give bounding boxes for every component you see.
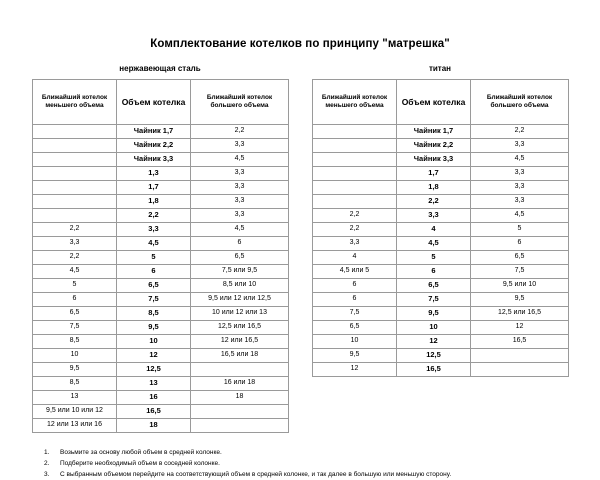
cell-larger-volume: 6,5 [191,251,289,265]
cell-volume: Чайник 3,3 [117,153,191,167]
cell-smaller-volume: 9,5 [313,349,397,363]
cell-smaller-volume: 2,2 [33,223,117,237]
cell-larger-volume [191,419,289,433]
cell-volume: 13 [117,377,191,391]
table-row [313,125,569,139]
column-header-volume: Объем котелка [397,80,471,125]
cell-smaller-volume [313,181,397,195]
column-header-smaller: Ближайший котелок меньшего объема [313,80,397,125]
cell-volume: 1,3 [117,167,191,181]
cell-larger-volume: 4,5 [191,223,289,237]
cell-larger-volume: 7,5 или 9,5 [191,265,289,279]
table-row [33,181,289,195]
cell-larger-volume [191,363,289,377]
table-row [313,209,569,223]
cell-larger-volume: 5 [471,223,569,237]
table-row [313,335,569,349]
table-row [33,223,289,237]
cell-volume: Чайник 1,7 [117,125,191,139]
cell-volume: 8,5 [117,307,191,321]
cell-volume: 3,3 [117,223,191,237]
cell-larger-volume: 9,5 [471,293,569,307]
cell-larger-volume [471,349,569,363]
cell-smaller-volume [33,167,117,181]
cell-volume: 16,5 [397,363,471,377]
cell-larger-volume: 3,3 [191,139,289,153]
instruction-number: 2. [44,460,50,467]
cell-smaller-volume: 10 [33,349,117,363]
cell-larger-volume: 7,5 [471,265,569,279]
table-row [33,335,289,349]
table-row [313,349,569,363]
table-caption-titanium: титан [428,64,452,73]
table-row [313,279,569,293]
instruction-item [0,449,600,456]
table-row [33,167,289,181]
instruction-number: 3. [44,471,50,478]
cell-smaller-volume: 4 [313,251,397,265]
cell-larger-volume: 3,3 [191,181,289,195]
cell-volume: 16 [117,391,191,405]
cell-volume: 6 [397,265,471,279]
cell-smaller-volume [313,139,397,153]
cell-volume: 6 [117,265,191,279]
table-row [33,125,289,139]
table-row [33,405,289,419]
table-row [33,349,289,363]
cell-larger-volume: 9,5 или 10 [471,279,569,293]
cell-smaller-volume [33,181,117,195]
cell-smaller-volume [313,195,397,209]
table-row [33,153,289,167]
tables-container [0,64,600,433]
cell-volume: 18 [117,419,191,433]
cell-larger-volume: 2,2 [471,125,569,139]
table-row [313,223,569,237]
cell-larger-volume: 9,5 или 12 или 12,5 [191,293,289,307]
cell-volume: 2,2 [117,209,191,223]
table-row [313,195,569,209]
table-row [313,321,569,335]
cell-smaller-volume: 6 [313,293,397,307]
cell-volume: 6,5 [397,279,471,293]
cell-smaller-volume: 6 [313,279,397,293]
table-row [33,377,289,391]
cell-larger-volume: 3,3 [471,139,569,153]
cell-smaller-volume: 2,2 [313,209,397,223]
cell-larger-volume: 12 или 16,5 [191,335,289,349]
table-row [313,307,569,321]
cell-volume: 2,2 [397,195,471,209]
cell-smaller-volume: 9,5 или 10 или 12 [33,405,117,419]
cell-larger-volume: 12,5 или 16,5 [471,307,569,321]
table-row [313,181,569,195]
table-row [33,279,289,293]
table-block-steel [32,64,288,433]
cell-volume: Чайник 2,2 [117,139,191,153]
cell-larger-volume: 16 или 18 [191,377,289,391]
column-header-volume: Объем котелка [117,80,191,125]
cell-volume: 1,7 [397,167,471,181]
cell-volume: 12 [397,335,471,349]
cell-larger-volume: 2,2 [191,125,289,139]
cell-smaller-volume: 6,5 [313,321,397,335]
table-block-titanium [312,64,568,433]
cell-volume: 3,3 [397,209,471,223]
table-row [33,139,289,153]
column-header-larger: Ближайший котелок большего объема [471,80,569,125]
cell-larger-volume: 16,5 [471,335,569,349]
cell-smaller-volume [33,139,117,153]
cell-larger-volume: 6 [191,237,289,251]
cell-larger-volume: 12 [471,321,569,335]
column-header-smaller: Ближайший котелок меньшего объема [33,80,117,125]
cell-smaller-volume [313,153,397,167]
cell-larger-volume: 3,3 [471,167,569,181]
table-row [33,293,289,307]
table-row [33,251,289,265]
table-row [33,265,289,279]
cell-volume: 9,5 [397,307,471,321]
cell-larger-volume: 16,5 или 18 [191,349,289,363]
cell-larger-volume: 4,5 [471,209,569,223]
cell-larger-volume: 12,5 или 16,5 [191,321,289,335]
cell-larger-volume: 4,5 [191,153,289,167]
cell-smaller-volume: 4,5 [33,265,117,279]
table-row [33,307,289,321]
cell-volume: 10 [397,321,471,335]
cell-smaller-volume: 5 [33,279,117,293]
cell-larger-volume: 6 [471,237,569,251]
table-row [33,363,289,377]
table-row [33,195,289,209]
instruction-item [0,460,600,467]
cell-smaller-volume: 6 [33,293,117,307]
instruction-text: Возьмите за основу любой объем в средней колонке. [60,449,222,456]
cell-volume: 4,5 [117,237,191,251]
table-row [33,321,289,335]
cell-smaller-volume [313,167,397,181]
table-header-row [33,80,289,125]
cell-volume: 6,5 [117,279,191,293]
column-header-larger: Ближайший котелок большего объема [191,80,289,125]
cell-larger-volume [191,405,289,419]
pot-table-titanium [312,79,569,377]
cell-smaller-volume [33,153,117,167]
cell-volume: 1,8 [117,195,191,209]
instruction-item [0,471,600,478]
cell-smaller-volume: 7,5 [313,307,397,321]
cell-larger-volume: 6,5 [471,251,569,265]
cell-larger-volume: 18 [191,391,289,405]
pot-table-steel [32,79,289,433]
cell-smaller-volume [33,195,117,209]
cell-larger-volume: 4,5 [471,153,569,167]
cell-smaller-volume: 8,5 [33,335,117,349]
instruction-number: 1. [44,449,50,456]
cell-larger-volume: 8,5 или 10 [191,279,289,293]
cell-volume: 1,7 [117,181,191,195]
table-row [313,251,569,265]
cell-smaller-volume: 3,3 [33,237,117,251]
table-row [313,139,569,153]
cell-volume: 16,5 [117,405,191,419]
cell-smaller-volume: 2,2 [33,251,117,265]
cell-volume: Чайник 3,3 [397,153,471,167]
table-row [33,209,289,223]
cell-smaller-volume: 7,5 [33,321,117,335]
cell-volume: 4 [397,223,471,237]
cell-smaller-volume: 8,5 [33,377,117,391]
cell-volume: 5 [117,251,191,265]
cell-volume: 12,5 [117,363,191,377]
table-row [33,391,289,405]
cell-larger-volume: 3,3 [191,195,289,209]
cell-volume: 12 [117,349,191,363]
instruction-text: Подберите необходимый объем в соседней колонке. [60,460,220,467]
cell-larger-volume: 3,3 [471,181,569,195]
table-row [313,167,569,181]
table-row [313,293,569,307]
cell-smaller-volume: 3,3 [313,237,397,251]
cell-larger-volume: 3,3 [191,209,289,223]
cell-smaller-volume: 12 [313,363,397,377]
cell-smaller-volume [33,209,117,223]
cell-larger-volume: 10 или 12 или 13 [191,307,289,321]
instructions-list [0,449,600,478]
cell-volume: 7,5 [397,293,471,307]
cell-volume: 7,5 [117,293,191,307]
cell-smaller-volume: 12 или 13 или 16 [33,419,117,433]
cell-volume: 4,5 [397,237,471,251]
cell-smaller-volume: 2,2 [313,223,397,237]
page-title: Комплектование котелков по принципу "матрешка" [150,38,450,50]
table-caption-steel: нержавеющая сталь [119,64,201,73]
cell-volume: Чайник 1,7 [397,125,471,139]
table-header-row [313,80,569,125]
instruction-text: С выбранным объемом перейдите на соответствующий объем в средней колонке, и так далее в большую или меньшую сторону. [60,471,452,478]
table-row [33,419,289,433]
cell-larger-volume: 3,3 [191,167,289,181]
cell-smaller-volume [313,125,397,139]
cell-volume: 12,5 [397,349,471,363]
cell-smaller-volume: 6,5 [33,307,117,321]
cell-smaller-volume: 9,5 [33,363,117,377]
cell-larger-volume [471,363,569,377]
table-row [313,237,569,251]
cell-smaller-volume: 10 [313,335,397,349]
cell-volume: Чайник 2,2 [397,139,471,153]
cell-smaller-volume: 4,5 или 5 [313,265,397,279]
cell-larger-volume: 3,3 [471,195,569,209]
table-row [313,265,569,279]
cell-volume: 10 [117,335,191,349]
table-row [313,153,569,167]
cell-volume: 1,8 [397,181,471,195]
table-row [313,363,569,377]
cell-smaller-volume [33,125,117,139]
table-row [33,237,289,251]
cell-volume: 9,5 [117,321,191,335]
cell-volume: 5 [397,251,471,265]
cell-smaller-volume: 13 [33,391,117,405]
